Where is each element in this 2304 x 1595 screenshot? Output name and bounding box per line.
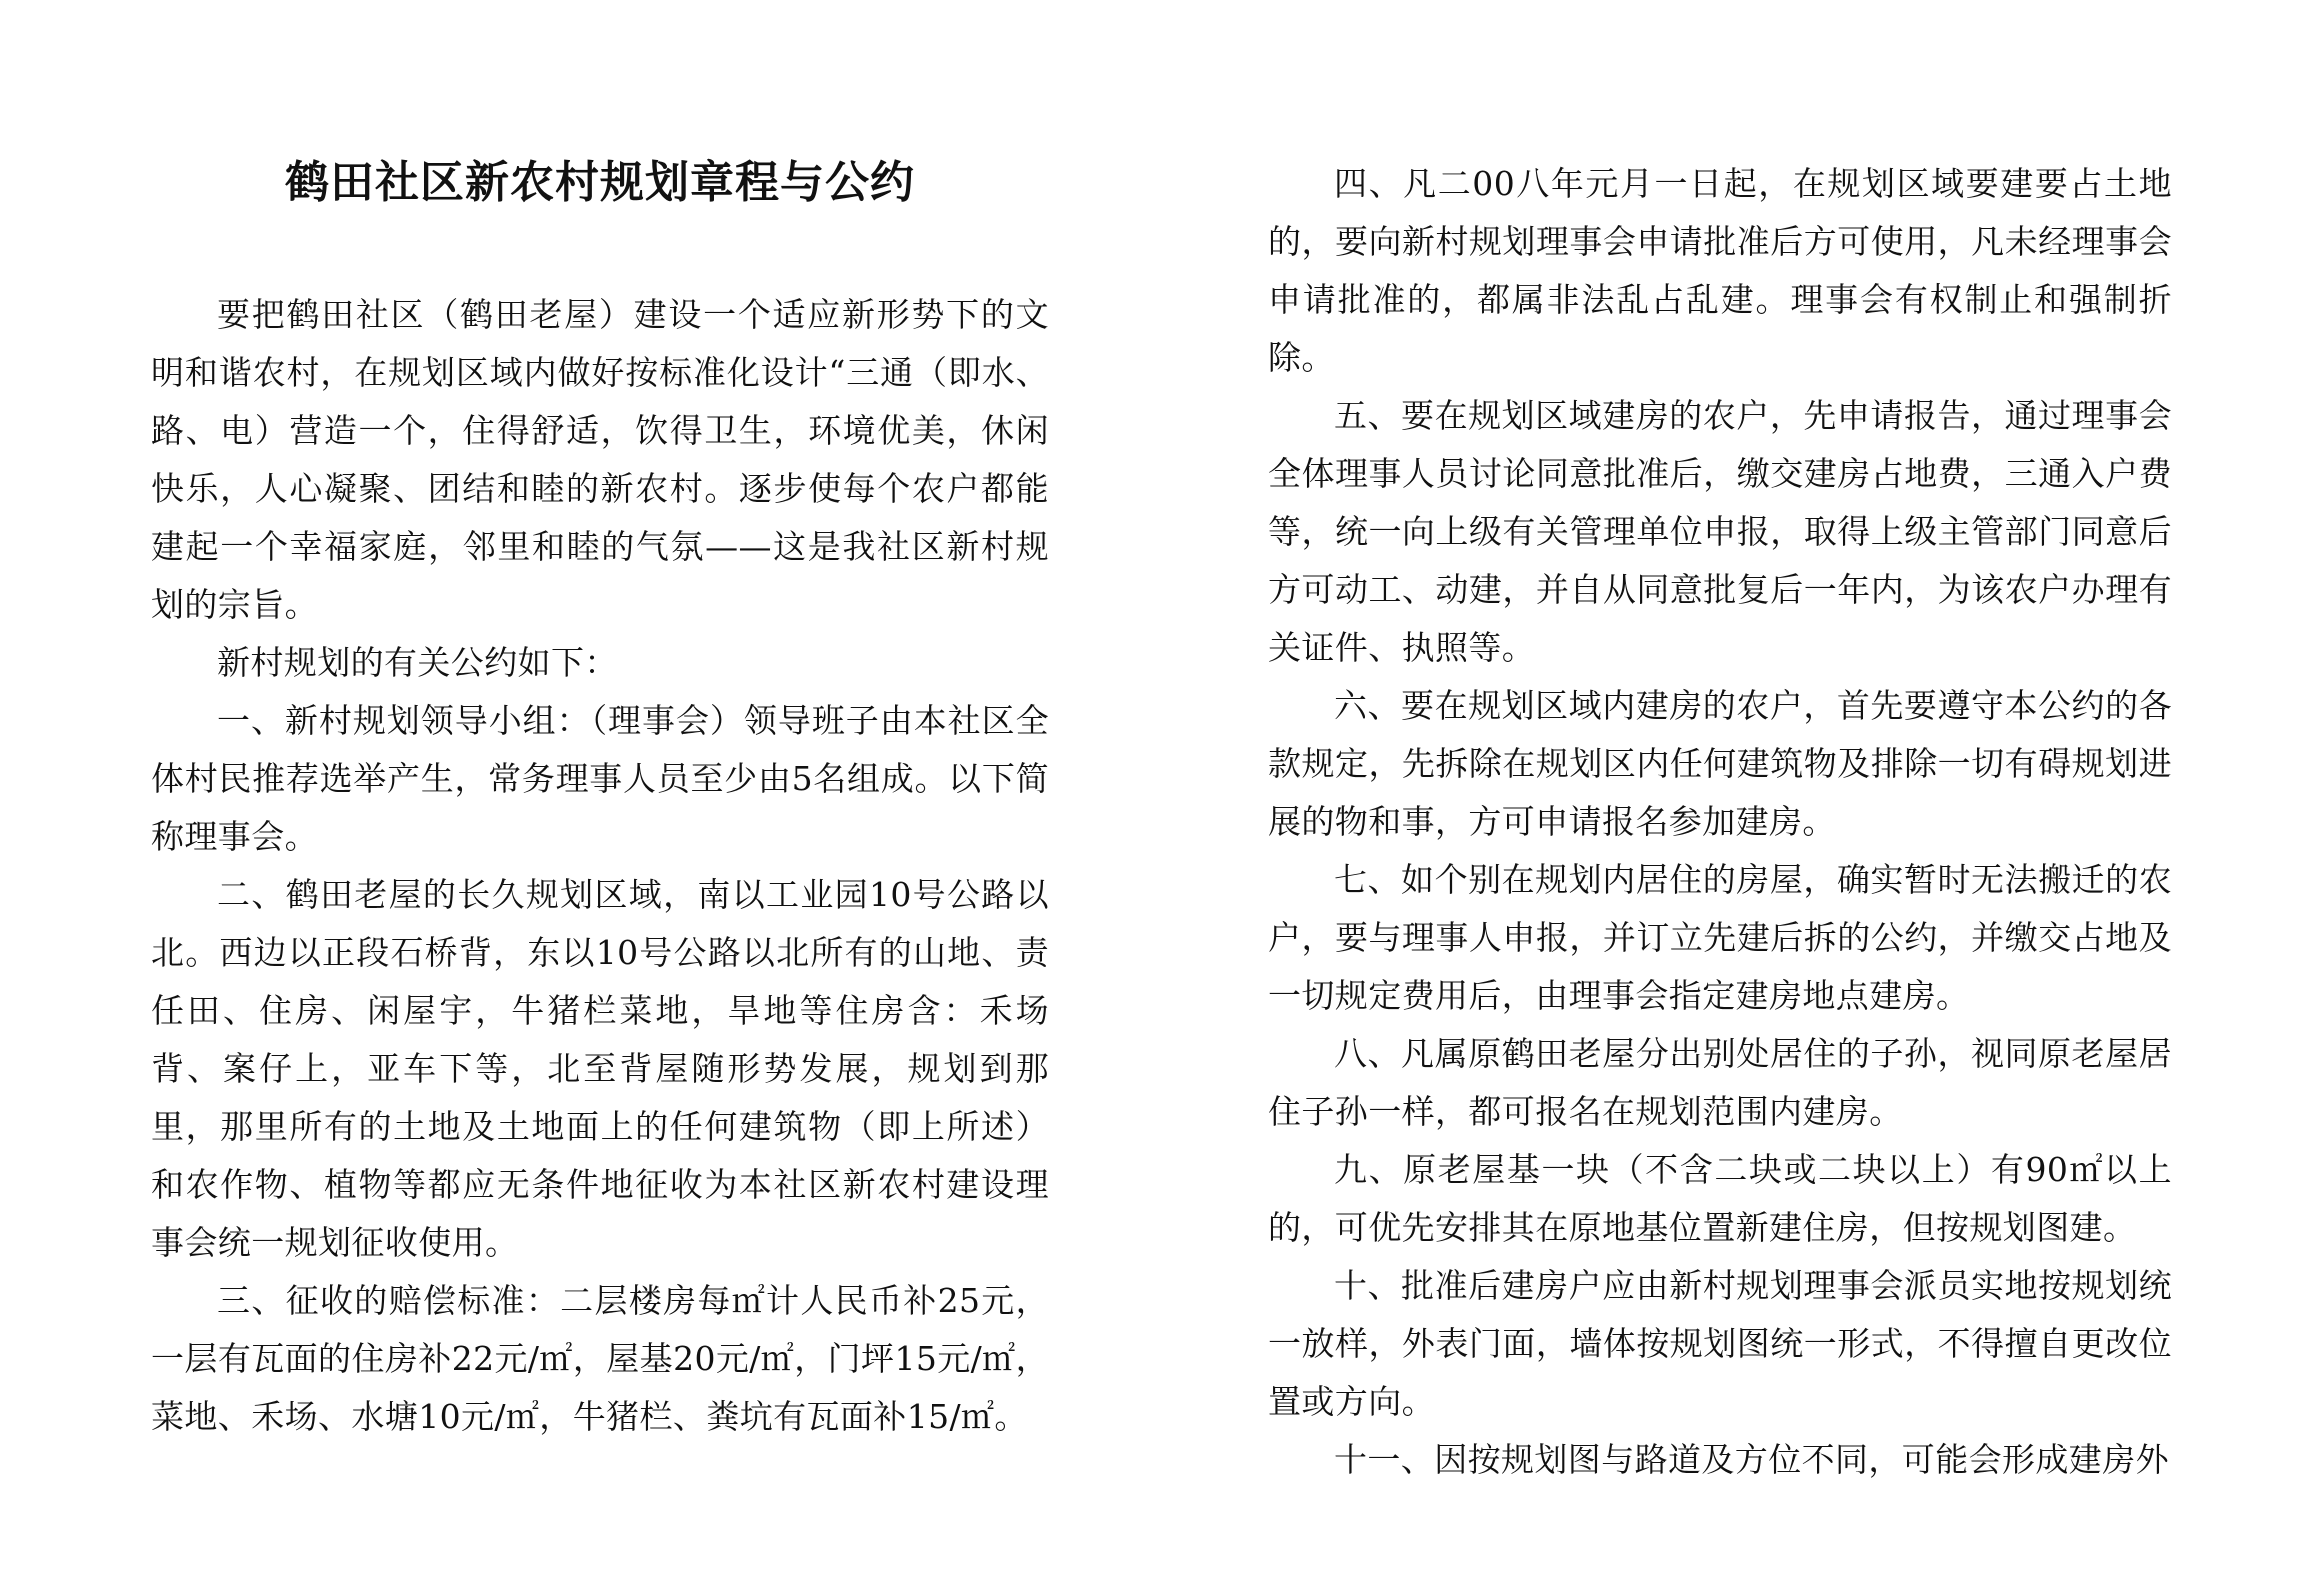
article-7-paragraph: 七、如个别在规划内居住的房屋，确实暂时无法搬迁的农户，要与理事人申报，并订立先建后拆的公约，并缴交占地及一切规定费用后，由理事会指定建房地点建房。 xyxy=(1268,860,2172,1015)
article-8-paragraph: 八、凡属原鹤田老屋分出别处居住的子孙，视同原老屋居住子孙一样，都可报名在规划范围内建房。 xyxy=(1268,1034,2172,1131)
right-body-text xyxy=(1268,155,2172,1489)
article-2-paragraph: 二、鹤田老屋的长久规划区域，南以工业园10号公路以北。西边以正段石桥背，东以10号公路以北所有的山地、责任田、住房、闲屋宇，牛猪栏菜地，旱地等住房含：禾场背、案仔上，亚车下等，北至背屋随形势发展，规划到那里，那里所有的土地及土地面上的任何建筑物（即上所述）和农作物、植物等都应无条件地征收为本社区新农村建设理事会统一规划征收使用。 xyxy=(151,875,1049,1262)
article-11-paragraph: 十一、因按规划图与路道及方位不同，可能会形成建房外 xyxy=(1334,1440,2169,1479)
article-1-paragraph: 一、新村规划领导小组：（理事会）领导班子由本社区全体村民推荐选举产生，常务理事人员至少由5名组成。以下简称理事会。 xyxy=(151,701,1049,856)
article-6-paragraph: 六、要在规划区域内建房的农户，首先要遵守本公约的各款规定，先拆除在规划区内任何建筑物及排除一切有碍规划进展的物和事，方可申请报名参加建房。 xyxy=(1268,686,2172,841)
intro-paragraph: 要把鹤田社区（鹤田老屋）建设一个适应新形势下的文明和谐农村，在规划区域内做好按标准化设计“三通（即水、路、电）营造一个，住得舒适，饮得卫生，环境优美，休闲快乐，人心凝聚、团结和睦的新农村。逐步使每个农户都能建起一个幸福家庭，邻里和睦的气氛——这是我社区新村规划的宗旨。 xyxy=(151,295,1049,624)
convention-heading-paragraph: 新村规划的有关公约如下： xyxy=(217,643,618,682)
article-3-paragraph: 三、征收的赔偿标准：二层楼房每㎡计人民币补25元，一层有瓦面的住房补22元/㎡，屋基20元/㎡，门坪15元/㎡，菜地、禾场、水塘10元/㎡，牛猪栏、粪坑有瓦面补15/㎡。 xyxy=(151,1281,1049,1436)
document-title: 鹤田社区新农村规划章程与公约 xyxy=(285,157,915,208)
left-body-text xyxy=(151,286,1049,1446)
article-5-paragraph: 五、要在规划区域建房的农户，先申请报告，通过理事会全体理事人员讨论同意批准后，缴交建房占地费，三通入户费等，统一向上级有关管理单位申报，取得上级主管部门同意后方可动工、动建，并自从同意批复后一年内，为该农户办理有关证件、执照等。 xyxy=(1268,396,2172,667)
article-10-paragraph: 十、批准后建房户应由新村规划理事会派员实地按规划统一放样，外表门面，墙体按规划图统一形式，不得擅自更改位置或方向。 xyxy=(1268,1266,2172,1421)
article-4-paragraph: 四、凡二00八年元月一日起，在规划区域要建要占土地的，要向新村规划理事会申请批准后方可使用，凡未经理事会申请批准的，都属非法乱占乱建。理事会有权制止和强制折除。 xyxy=(1268,164,2172,377)
article-9-paragraph: 九、原老屋基一块（不含二块或二块以上）有90㎡以上的，可优先安排其在原地基位置新建住房，但按规划图建。 xyxy=(1268,1150,2172,1247)
